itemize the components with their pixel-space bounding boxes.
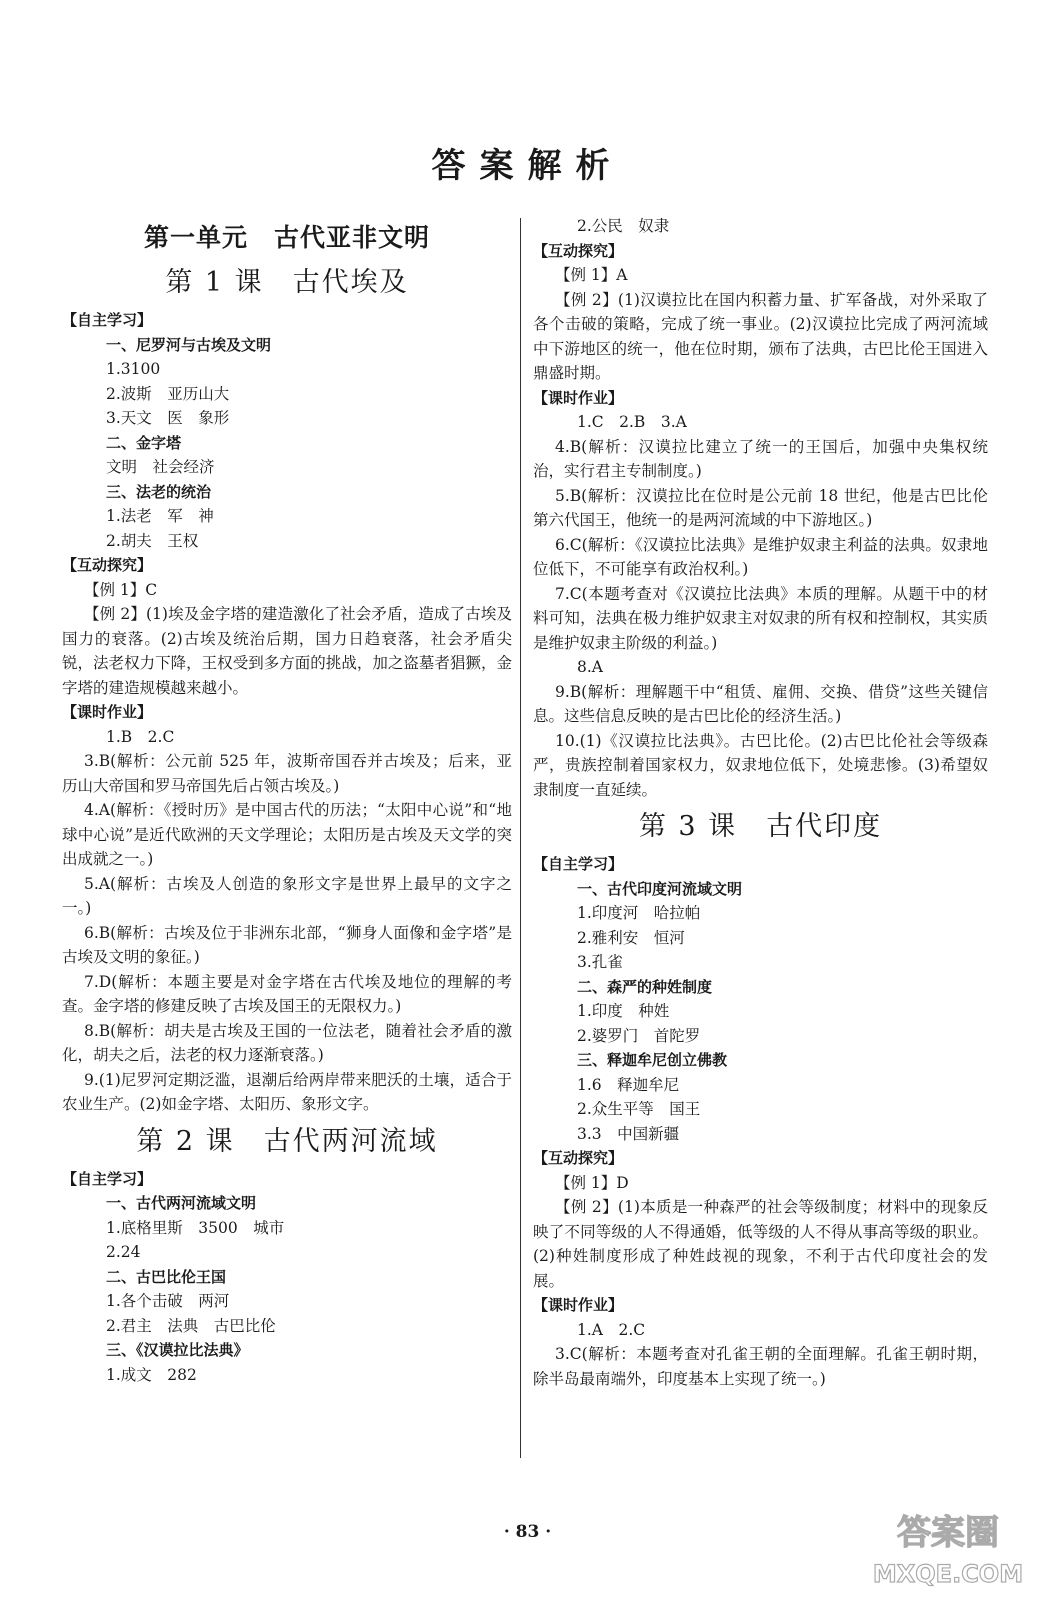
page-title: 答案解析	[431, 146, 624, 186]
answer-paragraph: 9.(1)尼罗河定期泛滥，退潮后给两岸带来肥沃的土壤，适合于农业生产。(2)如金字塔、太阳历、象形文字。	[62, 1070, 512, 1113]
answer-item: 1.印度河 哈拉帕	[577, 904, 701, 922]
section-heading: 【互动探究】	[62, 556, 153, 574]
answer-item: 2.婆罗门 首陀罗	[577, 1026, 701, 1045]
subsection-heading: 二、金字塔	[106, 433, 182, 452]
column-divider	[520, 218, 521, 1458]
answer-paragraph: 7.C(本题考查对《汉谟拉比法典》本质的理解。从题干中的材料可知，法典在极力维护奴隶主对奴隶的所有权和控制权，其实质是维护奴隶主阶级的利益。)	[533, 584, 988, 652]
section-heading: 【自主学习】	[533, 855, 624, 873]
answer-paragraph: 【例 2】(1)本质是一种森严的社会等级制度；材料中的现象反映了不同等级的人不得通婚，低等级的人不得从事高等级的职业。(2)种姓制度形成了种姓歧视的现象，不利于古代印度社会的发展。	[533, 1198, 988, 1290]
answer-item: 2.众生平等 国王	[577, 1100, 701, 1118]
answer-item: 2.胡夫 王权	[106, 531, 199, 550]
watermark-logo	[863, 1502, 1033, 1592]
section-heading: 【课时作业】	[533, 1296, 624, 1314]
example-answer: 【例 1】A	[555, 266, 628, 284]
answer-item: 1.6 释迦牟尼	[577, 1075, 680, 1094]
answer-paragraph: 10.(1)《汉谟拉比法典》。古巴比伦。(2)古巴比伦社会等级森严，贵族控制着国家权力，奴隶地位低下，处境悲惨。(3)希望奴隶制度一直延续。	[533, 731, 988, 799]
example-answer: 【例 1】D	[555, 1173, 629, 1192]
answer-paragraph: 7.D(解析：本题主要是对金字塔在古代埃及地位的理解的考查。金字塔的修建反映了古埃及国王的无限权力。)	[62, 972, 512, 1015]
answer-item: 2.24	[106, 1243, 141, 1261]
answer-item: 1.A 2.C	[577, 1320, 646, 1339]
answer-paragraph: 9.B(解析：理解题干中“租赁、雇佣、交换、借贷”这些关键信息。这些信息反映的是古巴比伦的经济生活。)	[533, 682, 988, 725]
section-heading: 【课时作业】	[62, 703, 153, 721]
answer-item: 1.各个击破 两河	[106, 1292, 230, 1310]
answer-paragraph: 【例 2】(1)埃及金字塔的建造激化了社会矛盾，造成了古埃及国力的衰落。(2)古埃及统治后期，国力日趋衰落，社会矛盾尖锐，法老权力下降，王权受到多方面的挑战，加之盗墓者猖獗，金字塔的建造规模越来越小。	[62, 605, 512, 697]
left-column	[62, 214, 512, 1387]
answer-paragraph: 3.B(解析：公元前 525 年，波斯帝国吞并古埃及；后来，亚历山大帝国和罗马帝国先后占领古埃及。)	[62, 752, 512, 795]
answer-item: 1.3100	[106, 360, 161, 378]
subsection-heading: 一、尼罗河与古埃及文明	[106, 335, 272, 354]
answer-item: 1.法老 军 神	[106, 507, 214, 525]
unit-heading: 第一单元 古代亚非文明	[143, 223, 430, 252]
answer-item: 1.底格里斯 3500 城市	[106, 1218, 285, 1237]
answer-item: 1.印度 种姓	[577, 1002, 670, 1020]
answer-item: 2.雅利安 恒河	[577, 928, 685, 947]
right-column	[533, 214, 988, 1391]
section-heading: 【互动探究】	[533, 241, 624, 260]
answer-item: 文明 社会经济	[106, 458, 215, 476]
subsection-heading: 一、古代两河流域文明	[106, 1194, 257, 1212]
section-heading: 【自主学习】	[62, 1169, 153, 1188]
page-number: · 83 ·	[503, 1522, 552, 1542]
answer-paragraph: 3.C(解析：本题考查对孔雀王朝的全面理解。孔雀王朝时期，除半岛最南端外，印度基本上实现了统一。)	[533, 1345, 988, 1388]
subsection-heading: 三、释迦牟尼创立佛教	[577, 1051, 728, 1069]
answer-paragraph: 4.B(解析：汉谟拉比建立了统一的王国后，加强中央集权统治，实行君主专制制度。)	[533, 437, 988, 480]
subsection-heading: 二、森严的种姓制度	[577, 977, 713, 996]
section-heading: 【自主学习】	[62, 311, 153, 329]
answer-item: 8.A	[577, 658, 603, 676]
answer-paragraph: 6.B(解析：古埃及位于非洲东北部，“狮身人面像和金字塔”是古埃及文明的象征。)	[62, 923, 512, 966]
answer-paragraph: 5.A(解析：古埃及人创造的象形文字是世界上最早的文字之一。)	[62, 874, 512, 917]
section-heading: 【课时作业】	[533, 388, 624, 407]
answer-item: 1.C 2.B 3.A	[577, 413, 687, 431]
lesson-heading: 第 1 课 古代埃及	[165, 267, 409, 298]
lesson-heading: 第 3 课 古代印度	[638, 811, 883, 842]
section-heading: 【互动探究】	[533, 1149, 624, 1167]
answer-item: 2.君主 法典 古巴比伦	[106, 1316, 276, 1335]
answer-item: 2.公民 奴隶	[577, 217, 670, 235]
answer-paragraph: 6.C(解析：《汉谟拉比法典》是维护奴隶主利益的法典。奴隶地位低下，不可能享有政治权利。)	[533, 535, 988, 578]
answer-item: 1.成文 282	[106, 1365, 197, 1384]
answer-paragraph: 8.B(解析：胡夫是古埃及王国的一位法老，随着社会矛盾的激化，胡夫之后，法老的权力逐渐衰落。)	[62, 1021, 512, 1064]
subsection-heading: 一、古代印度河流域文明	[577, 879, 743, 898]
subsection-heading: 三、法老的统治	[106, 482, 212, 501]
watermark-text: 答案圈	[897, 1513, 999, 1553]
example-answer: 【例 1】C	[84, 580, 158, 599]
subsection-heading: 二、古巴比伦王国	[106, 1267, 227, 1286]
answer-item: 3.天文 医 象形	[106, 409, 230, 427]
watermark-url: MXQE.COM	[872, 1560, 1024, 1588]
lesson-heading: 第 2 课 古代两河流域	[136, 1125, 438, 1157]
answer-item: 1.B 2.C	[106, 727, 175, 746]
answer-paragraph: 【例 2】(1)汉谟拉比在国内积蓄力量、扩军备战，对外采取了各个击破的策略，完成了统一事业。(2)汉谟拉比完成了两河流域中下游地区的统一，他在位时期，颁布了法典，古巴比伦王国进入鼎盛时期。	[533, 290, 988, 382]
answer-item: 3.3 中国新疆	[577, 1124, 680, 1143]
subsection-heading: 三、《汉谟拉比法典》	[106, 1341, 249, 1359]
answer-item: 2.波斯 亚历山大	[106, 384, 230, 403]
answer-paragraph: 5.B(解析：汉谟拉比在位时是公元前 18 世纪，他是古巴比伦第六代国王，他统一的是两河流域的中下游地区。)	[533, 486, 988, 529]
answer-paragraph: 4.A(解析：《授时历》是中国古代的历法；“太阳中心说”和“地球中心说”是近代欧洲的天文学理论；太阳历是古埃及天文学的突出成就之一。)	[62, 801, 512, 868]
answer-item: 3.孔雀	[577, 953, 623, 971]
